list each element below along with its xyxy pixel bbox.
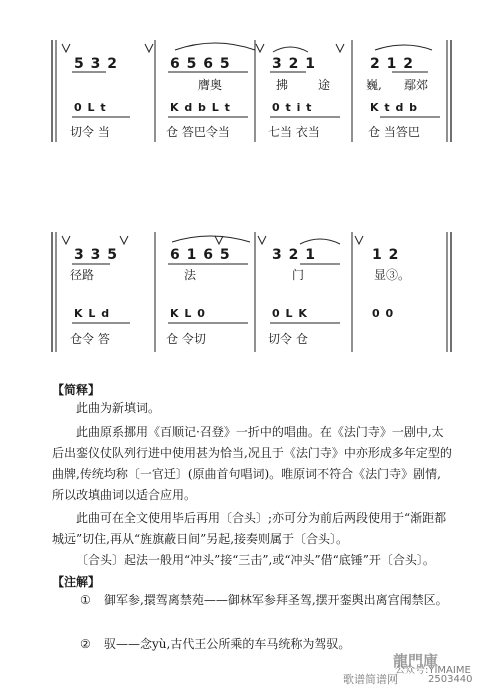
melody-measure-1: 3 3 5 bbox=[74, 247, 118, 263]
melody-measure-1: 5 3 2 bbox=[74, 56, 118, 72]
gongche-measure-3: 切令 仓 bbox=[268, 332, 308, 346]
lyric-syllable: 显③。 bbox=[374, 268, 411, 282]
lyric-syllable: 鄢郊 bbox=[404, 78, 429, 92]
percussion-measure-2: K d b L t bbox=[170, 101, 231, 114]
lyric-syllable: 膺奥 bbox=[198, 78, 223, 92]
watermark-site-logo: 龍門庫 bbox=[393, 652, 439, 670]
melody-measure-4: 2 1 2 bbox=[370, 56, 414, 72]
annotation-mark: ② bbox=[80, 637, 91, 651]
gongche-measure-4: 仓 当答巴 bbox=[368, 125, 420, 139]
notes-paragraph: 此曲原系挪用《百顺记·召登》一折中的唱曲。在《法门寺》一剧中,太后出銮仪仗队列行进中使用甚为恰当,况且于《法门寺》中亦形成多年定型的曲牌,传统均称〔一官迁〕(原曲首句唱词)。唯原词不符合《法门寺》剧情,所以改填曲词以适合应用。 bbox=[52, 425, 452, 502]
gongche-measure-2: 仓 答巴令当 bbox=[166, 125, 230, 139]
watermark-caption: 歌谱简谱网 bbox=[343, 673, 398, 686]
notes-paragraph: 此曲可在全文使用毕后再用〔合头〕;亦可分为前后两段使用于“渐距都城远”切住,再从“旌旗蔽日间”另起,接奏则属于〔合头〕。 bbox=[52, 511, 447, 546]
melody-measure-2: 6 5 6 5 bbox=[170, 56, 231, 72]
annotation-mark: ① bbox=[80, 593, 91, 607]
melody-measure-4: 1 2 bbox=[372, 247, 400, 263]
percussion-measure-3: 0 t i t bbox=[272, 101, 313, 114]
percussion-measure-1: 0 L t bbox=[74, 101, 107, 114]
annotation-section-title: 【注解】 bbox=[52, 575, 101, 589]
annotation-text: 御军参,擐驾离禁苑——御林军参拜圣驾,摆开銮舆出离宫闱禁区。 bbox=[104, 593, 448, 607]
gongche-measure-1: 仓令 答 bbox=[70, 332, 110, 346]
lyric-syllable: 途 bbox=[318, 78, 331, 92]
melody-measure-2: 6 1 6 5 bbox=[170, 247, 231, 263]
lyric-syllable: 径路 bbox=[70, 268, 95, 282]
percussion-measure-4: 0 0 bbox=[372, 307, 395, 320]
annotation-text: 驭——念yù,古代王公所乘的车马统称为驾驭。 bbox=[104, 637, 351, 651]
percussion-measure-3: 0 L K bbox=[272, 307, 308, 320]
gongche-measure-3: 七当 衣当 bbox=[268, 125, 320, 139]
melody-measure-3: 3 2 1 bbox=[272, 56, 316, 72]
watermark-code: 2503440 bbox=[428, 674, 473, 685]
melody-measure-3: 3 2 1 bbox=[272, 247, 316, 263]
watermark-brand: 公众号:YIMAIME bbox=[395, 665, 471, 676]
notes-paragraph: 此曲为新填词。 bbox=[76, 401, 161, 415]
lyric-syllable: 巍, bbox=[366, 78, 382, 92]
percussion-measure-4: K t d b bbox=[370, 101, 419, 114]
lyric-syllable: 门 bbox=[292, 268, 305, 282]
notes-section-title: 【简释】 bbox=[52, 383, 101, 397]
gongche-measure-2: 仓 令切 bbox=[166, 332, 206, 346]
gongche-measure-1: 切令 当 bbox=[70, 125, 110, 139]
lyric-syllable: 法 bbox=[184, 268, 197, 282]
percussion-measure-2: K L 0 bbox=[170, 307, 206, 320]
percussion-measure-1: K L d bbox=[74, 307, 111, 320]
notes-paragraph: 〔合头〕起法一般用“冲头”接“三击”,或“冲头”借“底锤”开〔合头〕。 bbox=[76, 553, 435, 567]
lyric-syllable: 拂 bbox=[276, 78, 289, 92]
